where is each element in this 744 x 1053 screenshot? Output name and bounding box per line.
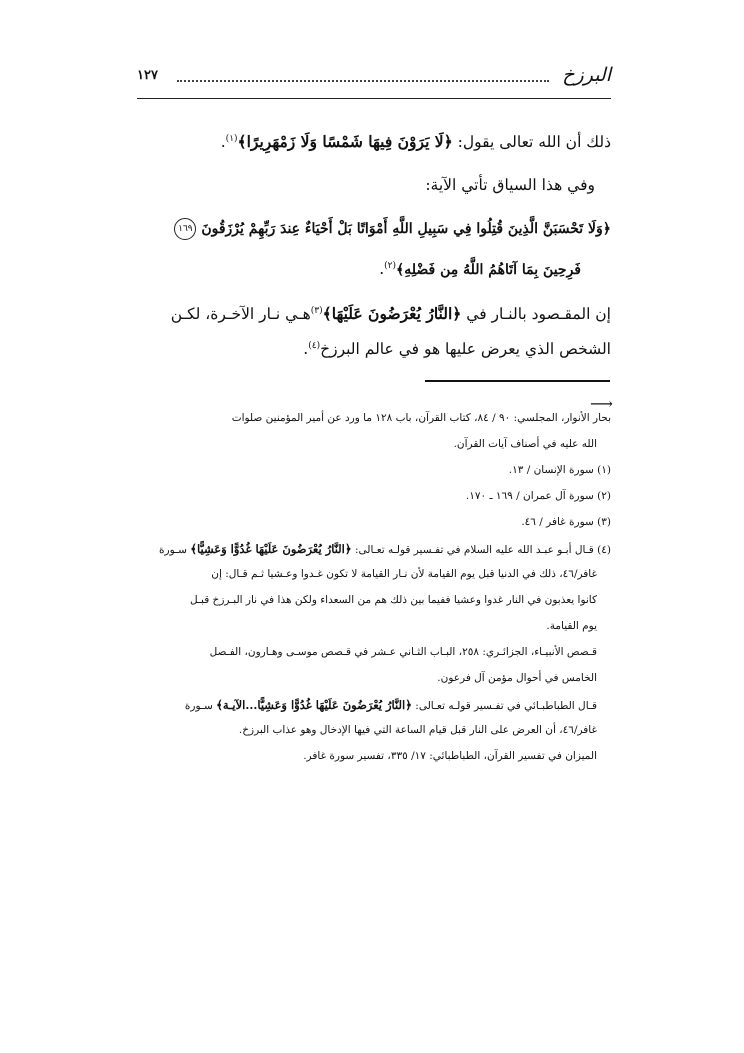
body-text: ذلك أن الله تعالى يقول: <box>452 133 611 151</box>
footnote-4 <box>137 542 611 556</box>
footnote-4-line-4 <box>137 620 611 632</box>
body-line-3 <box>137 218 611 240</box>
body-text: وفي هذا السياق تأتي الآية: <box>425 176 595 194</box>
footnote-2 <box>137 490 611 502</box>
footnote-1 <box>137 464 611 476</box>
footnote-marker: (٣) <box>310 305 323 316</box>
footnote-text: الخامس في أحوال مؤمن آل فرعون. <box>437 672 597 684</box>
footnote-text: سـورة <box>159 544 191 556</box>
arrow-right-icon: ⟶ <box>590 394 613 413</box>
body-text: الشخص الذي يعرض عليها هو في عالم البرزخ <box>320 340 611 358</box>
footnote-text: قـال الطباطبـائي في تفـسير قولـه تعـالى: <box>411 700 597 712</box>
footnote-text: الله عليه في أصناف آيات القرآن. <box>453 438 597 450</box>
footnote-text: (٤) قـال أبـو عبـد الله عليه السلام في تفـسير قولـه تعـالى: <box>351 544 611 556</box>
quran-verse: فَرِحِينَ بِمَا آتَاهُمُ اللَّهُ مِن فَضْلِهِ﴾ <box>396 262 581 278</box>
footnote-text: (١) سورة الإنسان / ١٣. <box>508 464 611 476</box>
quran-verse: ﴿النَّارُ يُعْرَضُونَ عَلَيْهَا غُدُوًّا وَعَشِيًّا...الآيـة﴾ <box>216 698 412 712</box>
footnote-separator <box>425 380 610 382</box>
punctuation: . <box>220 133 226 151</box>
footnote-4-line-2 <box>137 568 611 580</box>
punctuation: . <box>303 340 309 358</box>
body-line-4 <box>137 260 611 278</box>
footnote-text: الميزان في تفسير القرآن، الطباطبائي: ١٧/ ٣٣٥، تفسير سورة غافر. <box>303 750 597 762</box>
footnote-text: قـصص الأنبيـاء، الجزائـري: ٢٥٨، البـاب الثـاني عـشر في قـصص موسـى وهـارون، الفـصل <box>209 646 597 658</box>
header-title: البرزخ <box>562 64 611 86</box>
footnote-text: يوم القيامة. <box>546 620 597 632</box>
footnote-4-line-5 <box>137 646 611 658</box>
header-rule <box>137 98 611 99</box>
footnote-4-line-3 <box>137 594 611 606</box>
footnote-text: سـورة <box>184 700 217 712</box>
body-line-5 <box>137 304 611 323</box>
footnote-4-line-8 <box>137 724 611 736</box>
quran-verse: ﴿النَّارُ يُعْرَضُونَ عَلَيْهَا غُدُوًّا وَعَشِيًّا﴾ <box>190 542 352 556</box>
body-text: هـي نـار الآخـرة، لكـن <box>170 305 311 323</box>
footnote-text: غافر/٤٦، أن العرض على النار قبل قيام الساعة التي فيها الإدخال وهو عذاب البرزخ. <box>238 724 597 736</box>
footnote-text: (٣) سورة غافر / ٤٦. <box>521 516 611 528</box>
running-header <box>137 64 611 94</box>
page-number: ١٢٧ <box>137 68 158 83</box>
footnote-continuation-2 <box>137 438 611 450</box>
footnote-continuation <box>137 412 611 424</box>
body-text: إن المقـصود بالنـار في <box>461 305 611 323</box>
header-dot-leader <box>177 80 549 82</box>
punctuation: . <box>379 260 385 278</box>
footnote-4-line-6 <box>137 672 611 684</box>
body-line-6 <box>137 340 611 358</box>
body-line-1 <box>137 132 611 151</box>
body-line-2 <box>137 176 611 194</box>
footnote-marker: (٤) <box>308 340 321 351</box>
quran-verse: ﴿النَّارُ يُعْرَضُونَ عَلَيْهَا﴾ <box>322 304 462 323</box>
footnote-text: كانوا يعذبون في النار غدوا وعشيا ففيما بين ذلك هم من السعداء ولكن هذا في نار البـرزخ قبـل <box>190 594 597 606</box>
footnote-marker: (١) <box>225 133 238 144</box>
footnote-4-line-7 <box>137 698 611 712</box>
quran-verse: ﴿لَا يَرَوْنَ فِيهَا شَمْسًا وَلَا زَمْهَرِيرًا﴾ <box>237 132 453 151</box>
footnote-text: (٢) سورة آل عمران / ١٦٩ ـ ١٧٠. <box>465 490 611 502</box>
footnote-text: بحار الأنوار، المجلسي: ٩٠ / ٨٤، كتاب القرآن، باب ١٢٨ ما ورد عن أمير المؤمنين صلوات <box>231 412 611 424</box>
footnote-3 <box>137 516 611 528</box>
quran-verse: ﴿وَلَا تَحْسَبَنَّ الَّذِينَ قُتِلُوا فِي سَبِيلِ اللَّهِ أَمْوَاتًا بَلْ أَحْيَاءٌ عِندَ رَبِّهِمْ يُرْزَقُونَ <box>201 221 611 237</box>
footnote-text: غافر/٤٦، ذلك في الدنيا قبل يوم القيامة لأن نـار القيامة لا تكون غـدوا وعـشيا ثـم قـال: إن <box>211 568 597 580</box>
verse-number-badge: ١٦٩ <box>174 218 196 240</box>
footnote-4-line-9 <box>137 750 611 762</box>
footnote-marker: (٢) <box>384 260 397 271</box>
